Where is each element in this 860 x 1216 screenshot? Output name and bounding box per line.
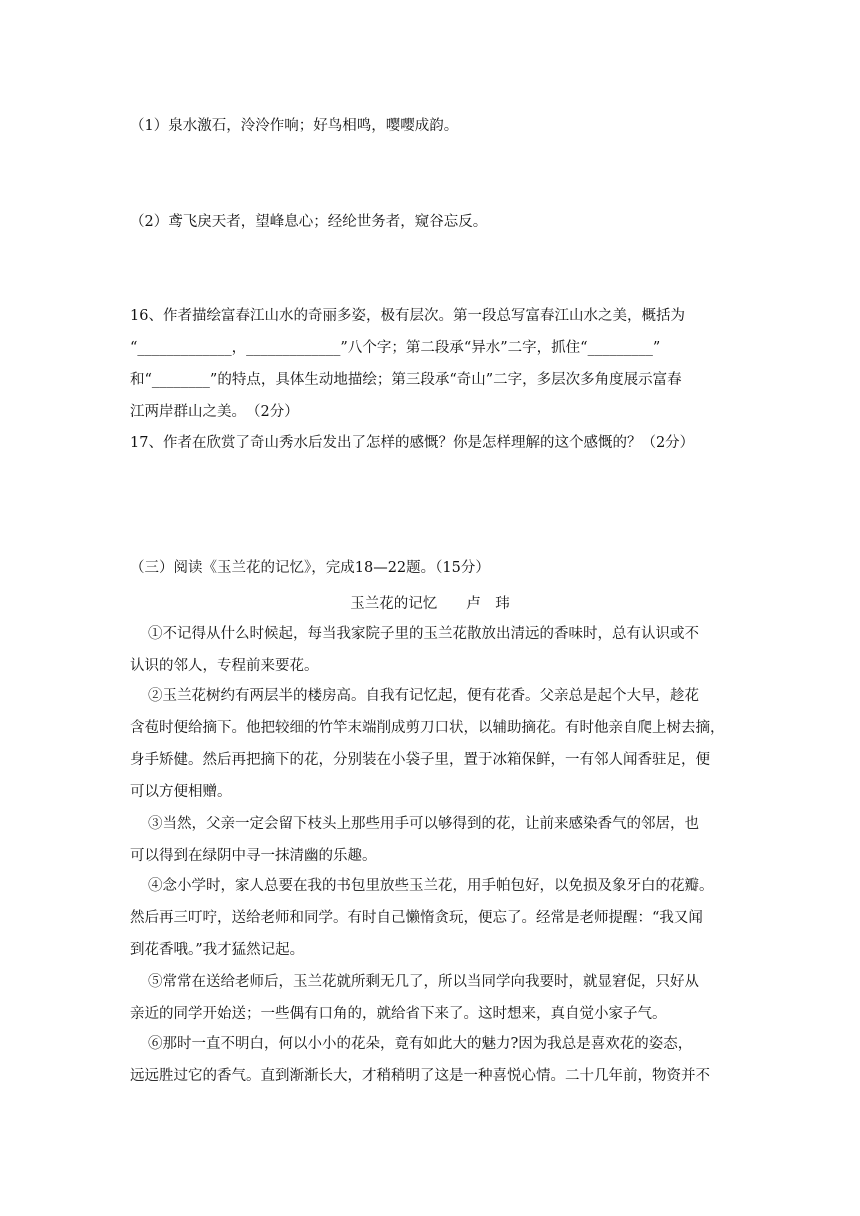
- section-3-heading: （三）阅读《玉兰花的记忆》，完成18—22题。（15分）: [130, 560, 490, 576]
- article-line: 可以方便相赠。: [130, 784, 232, 800]
- article-line: 亲近的同学开始送；一些偶有口角的，就给省下来了。这时想来，真自觉小家子气。: [130, 1006, 667, 1022]
- article-line: ⑥那时一直不明白，何以小小的花朵，竟有如此大的魅力?因为我总是喜欢花的姿态，: [148, 1036, 693, 1052]
- question-16-line-3: 和“________”的特点，具体生动地描绘；第三段承“奇山”二字，多层次多角度展示富春: [130, 372, 682, 388]
- question-16-line-4: 江两岸群山之美。 （2分）: [130, 404, 299, 420]
- article-line: ⑤常常在送给老师后，玉兰花就所剩无几了，所以当同学向我要时，就显窘促，只好从: [148, 974, 699, 990]
- article-line: 身手矫健。然后再把摘下的花，分别装在小袋子里，置于冰箱保鲜，一有邻人闻香驻足，便: [130, 752, 710, 768]
- article-title: 玉兰花的记忆 卢 玮: [350, 596, 510, 612]
- article-line: 远远胜过它的香气。直到渐渐长大，才稍稍明了这是一种喜悦心情。二十几年前，物资并不: [130, 1068, 710, 1084]
- article-line: 可以得到在绿阴中寻一抹清幽的乐趣。: [130, 848, 377, 864]
- article-line: 到花香哦。”我才猛然记起。: [130, 942, 305, 958]
- article-line: ②玉兰花树约有两层半的楼房高。自我有记忆起，便有花香。父亲总是起个大早，趁花: [148, 688, 699, 704]
- article-line: 然后再三叮咛，送给老师和同学。有时自己懒惰贪玩，便忘了。经常是老师提醒：“我又闻: [130, 910, 703, 926]
- question-15-2: （2）鸢飞戾天者，望峰息心；经纶世务者，窥谷忘反。: [130, 214, 488, 230]
- question-15-1: （1）泉水激石，泠泠作响；好鸟相鸣，嘤嘤成韵。: [130, 118, 459, 134]
- question-17: 17、作者在欣赏了奇山秀水后发出了怎样的感慨？你是怎样理解的这个感慨的？（2分）: [130, 435, 695, 451]
- article-line: ④念小学时，家人总要在我的书包里放些玉兰花，用手帕包好，以免损及象牙白的花瓣。: [148, 878, 714, 894]
- article-line: 含苞时便给摘下。他把较细的竹竿末端削成剪刀口状，以辅助摘花。有时他亲自爬上树去摘，: [130, 720, 725, 736]
- question-16-line-1: 16、作者描绘富春江山水的奇丽多姿，极有层次。第一段总写富春江山水之美，概括为: [130, 308, 685, 324]
- article-line: ①不记得从什么时候起，每当我家院子里的玉兰花散放出清远的香味时，总有认识或不: [148, 626, 699, 642]
- question-16-line-2: “_____________，_____________”八个字；第二段承“异水”二字，抓住“_________”: [130, 340, 661, 356]
- article-line: 认识的邻人，专程前来要花。: [130, 658, 319, 674]
- article-line: ③当然，父亲一定会留下枝头上那些用手可以够得到的花，让前来感染香气的邻居，也: [148, 816, 699, 832]
